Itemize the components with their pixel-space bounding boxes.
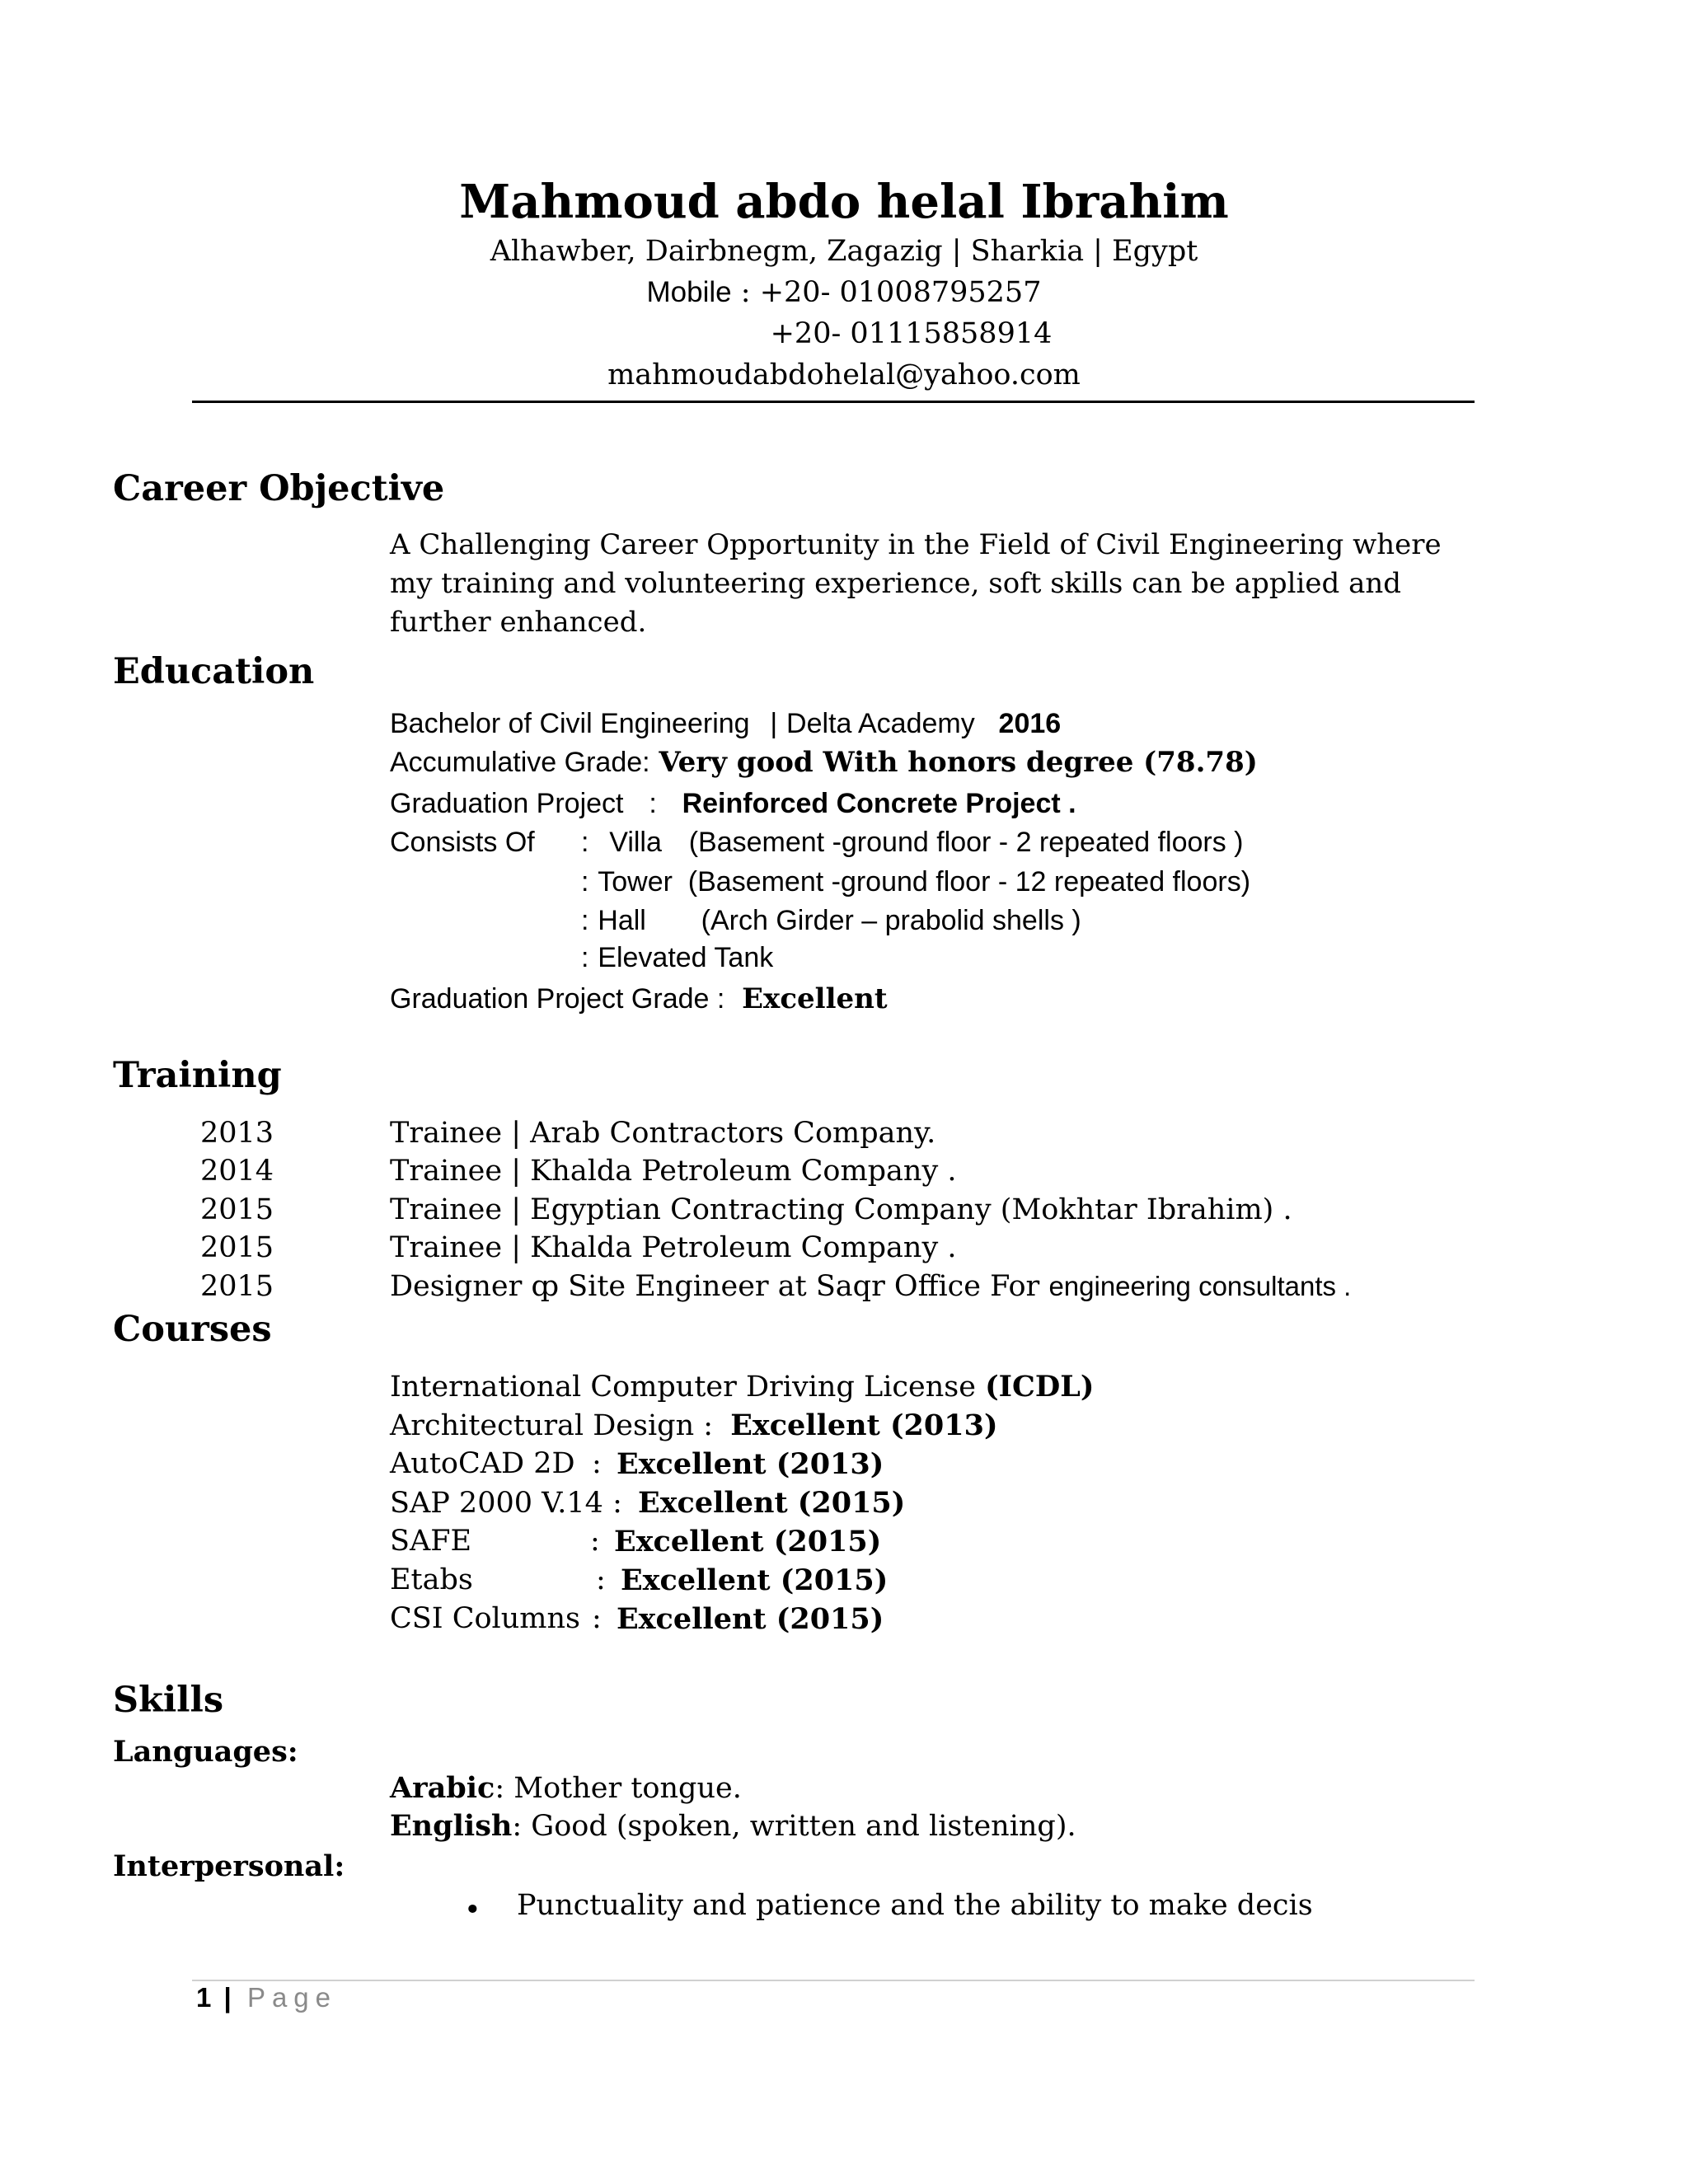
candidate-name: Mahmoud abdo helal Ibrahim [459,175,1229,229]
course-value: Excellent (2013) [730,1408,998,1442]
mobile-label: Mobile [646,276,732,308]
degree: Bachelor of Civil Engineering [390,708,750,739]
course-separator: : [590,1525,600,1558]
language-item [390,1771,742,1805]
consists-sep: : [581,905,589,936]
education-degree-row [390,707,1061,740]
mobile-row-2 [0,313,1688,354]
degree-separator: | [770,708,778,739]
project-grade-label: Graduation Project Grade : [390,983,725,1015]
consists-item-elevated-tank [581,941,773,974]
course-item [390,1370,1094,1404]
training-year: 2015 [200,1270,274,1303]
mobile-number-1: +20- 01008795257 [759,276,1042,309]
interpersonal-title: Interpersonal: [113,1849,345,1883]
footer-divider [192,1980,1475,1981]
page-number: 1 [196,1982,212,2013]
course-item [390,1602,967,1643]
course-value: Excellent (2015) [617,1602,884,1636]
training-year: 2013 [200,1117,274,1150]
consists-detail: (Basement -ground floor - 12 repeated floors) [687,866,1251,898]
footer-separator: | [223,1982,232,2013]
project-grade-row [390,982,888,1015]
consists-sep: : [581,827,589,858]
training-item: Trainee | Khalda Petroleum Company . [390,1155,957,1188]
course-item [390,1447,967,1488]
consists-detail: (Basement -ground floor - 2 repeated floors ) [688,827,1244,858]
course-name: SAFE [390,1525,472,1558]
section-title-training: Training [113,1055,282,1096]
graduation-year: 2016 [998,708,1062,739]
training-year: 2015 [200,1231,274,1264]
course-item [390,1408,998,1442]
mobile-separator: : [740,276,751,309]
course-name: SAP 2000 V.14 : [390,1487,622,1520]
header [0,173,1688,396]
consists-of-row-1 [390,826,535,859]
course-item [390,1563,967,1605]
course-value: Excellent (2015) [621,1563,889,1597]
career-objective-text: A Challenging Career Opportunity in the Field of Civil Engineering where my training and volunteering experience, soft skills can be applied and further enhanced. [390,528,1442,639]
course-name: CSI Columns [390,1602,580,1635]
grade-value: Very good With honors degree (78.78) [659,746,1258,779]
course-item [390,1525,967,1566]
language-level: : Mother tongue. [495,1772,742,1805]
course-separator: : [592,1602,602,1635]
email-link[interactable]: mahmoudabdohelal@yahoo.com [607,359,1081,391]
section-title-skills: Skills [113,1680,224,1721]
consists-label: Consists Of [390,827,535,858]
course-value: Excellent (2013) [617,1447,884,1481]
interpersonal-item: Punctuality and patience and the ability to make decis [517,1889,1313,1922]
consists-item-tower [581,865,1250,898]
education-grade-row [390,746,1258,779]
consists-detail: (Arch Girder – prabolid shells ) [701,905,1081,936]
consists-item-hall [581,904,1081,937]
grade-label: Accumulative Grade: [390,747,650,778]
language-name: Arabic [390,1771,495,1805]
languages-title: Languages: [113,1735,298,1769]
course-value: Excellent (2015) [614,1525,882,1558]
consists-name: Hall [598,905,646,936]
training-year: 2015 [200,1193,274,1226]
graduation-project-row [390,787,1076,820]
page-label: Page [246,1982,338,2013]
course-name: AutoCAD 2D [390,1447,575,1480]
page-footer [196,1982,337,2013]
course-name: Etabs [390,1563,473,1596]
project-separator: : [649,788,657,819]
language-level: : Good (spoken, written and listening). [512,1810,1076,1843]
course-separator: : [592,1447,602,1480]
header-divider [192,401,1475,403]
mobile-number-2: +20- 01115858914 [770,317,1053,350]
project-label: Graduation Project [390,788,624,819]
consists-item-villa [581,826,1244,859]
bullet-icon: • [464,1894,481,1927]
training-item: Trainee | Khalda Petroleum Company . [390,1231,957,1264]
course-item [390,1486,905,1520]
section-title-career-objective: Career Objective [113,468,445,509]
training-year: 2014 [200,1155,274,1188]
section-title-education: Education [113,651,315,692]
project-value: Reinforced Concrete Project . [682,788,1076,819]
course-value: Excellent (2015) [638,1486,906,1520]
mobile-row [0,272,1688,313]
course-separator: : [596,1563,606,1596]
training-item-tail: engineering consultants . [1048,1271,1352,1301]
institution: Delta Academy [786,708,975,739]
consists-sep: : [581,942,589,973]
language-item [390,1809,1076,1843]
address: Alhawber, Dairbnegm, Zagazig | Sharkia | Egypt [490,235,1198,268]
consists-name: Villa [609,827,662,858]
training-item: Trainee | Egyptian Contracting Company (Mokhtar Ibrahim) . [390,1193,1292,1226]
training-item: Trainee | Arab Contractors Company. [390,1117,936,1150]
course-value: (ICDL) [985,1370,1095,1404]
language-name: English [390,1809,513,1843]
consists-sep: : [581,866,589,898]
training-item [390,1270,1351,1303]
training-item-text: Designer ȹ Site Engineer at Saqr Office For [390,1270,1040,1303]
section-title-courses: Courses [113,1309,272,1350]
project-grade-value: Excellent [742,982,888,1015]
consists-name: Tower [598,866,673,898]
course-name: International Computer Driving License [390,1371,976,1404]
consists-name: Elevated Tank [598,942,774,973]
course-name: Architectural Design : [390,1409,714,1442]
